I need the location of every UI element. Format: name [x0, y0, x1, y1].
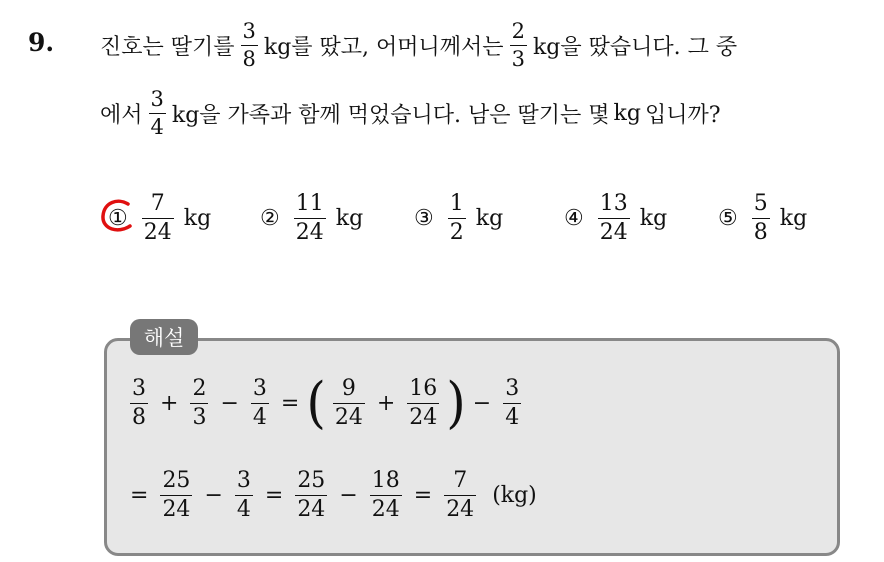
question-text: 진호는 딸기를 — [100, 34, 235, 60]
question-text: kg을 땄습니다. 그 중 — [532, 34, 738, 60]
explanation-equation-1: $\frac{3}{8}$ + $\frac{2}{3}$ − $\frac{3}{4}$ = ( $\frac{9}{24}$ + $\frac{16}{24}$ ) − $\frac{3}{4}$ — [132, 371, 520, 435]
unit-label: kg — [613, 100, 641, 126]
fraction: $\frac{3}{4}$ — [150, 87, 164, 139]
question-text: 입니까? — [644, 102, 721, 128]
choice-4[interactable]: ④ $\frac{13}{24}$ kg — [564, 191, 668, 245]
question-text: kg를 땄고, 어머니께서는 — [263, 34, 504, 60]
fraction: $\frac{2}{3}$ — [511, 19, 525, 71]
explanation-tab: 해설 — [130, 319, 198, 355]
selected-circle-icon — [98, 196, 138, 236]
question-number: 9. — [28, 28, 55, 57]
choice-2[interactable]: ② $\frac{11}{24}$ kg — [260, 191, 364, 245]
choice-3[interactable]: ③ $\frac{1}{2}$ kg — [414, 191, 504, 245]
question-line-1 — [100, 14, 737, 76]
question-line-2 — [100, 82, 721, 144]
question-text: kg을 가족과 함께 먹었습니다. 남은 딸기는 몇 — [171, 102, 610, 128]
question-text: 에서 — [100, 102, 143, 128]
choice-1[interactable]: ① $\frac{7}{24}$ kg — [108, 186, 215, 250]
choice-5[interactable]: ⑤ $\frac{5}{8}$ kg — [718, 191, 808, 245]
explanation-equation-2: = $\frac{25}{24}$ − $\frac{3}{4}$ = $\frac{25}{24}$ − $\frac{18}{24}$ = $\frac{7}{24}$ (kg) — [130, 468, 537, 522]
choice-mark: ① — [108, 206, 128, 231]
fraction: $\frac{3}{8}$ — [242, 19, 256, 71]
